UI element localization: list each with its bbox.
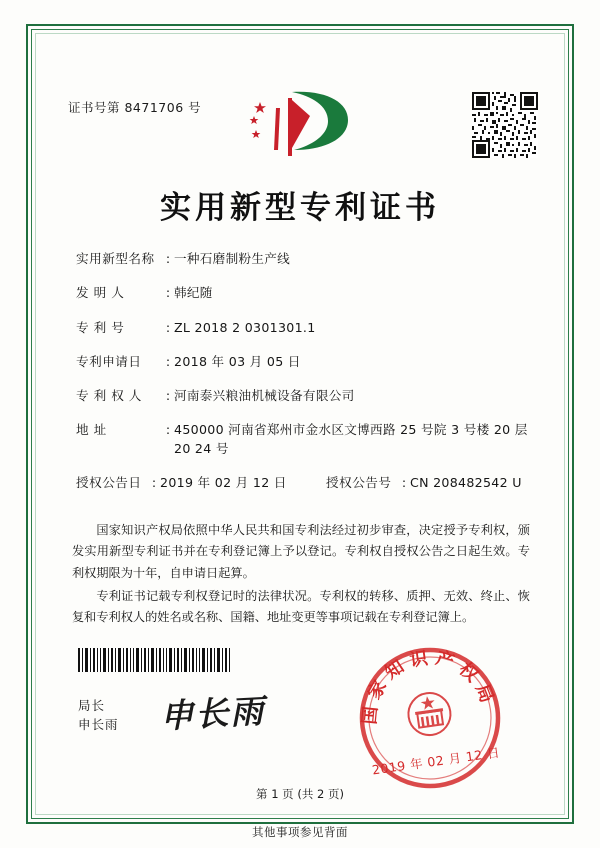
field-value: 2019 年 02 月 12 日 — [160, 474, 287, 490]
field-utility-model-name — [76, 250, 528, 268]
field-application-date — [76, 353, 528, 371]
field-label: 授权公告号 — [326, 474, 392, 490]
field-value: 450000 河南省郑州市金水区文博西路 25 号院 3 号楼 20 层 20 24 号 — [174, 422, 528, 456]
signature-title — [78, 696, 119, 735]
field-label: 专 利 权 人 — [76, 388, 142, 403]
field-value: CN 208482542 U — [410, 474, 522, 490]
field-address — [76, 421, 528, 458]
field-value: 韩纪随 — [174, 285, 213, 301]
field-announcement-row — [76, 474, 528, 492]
field-label: 发 明 人 — [76, 285, 125, 301]
field-patent-number — [76, 319, 528, 337]
field-colon: : — [165, 319, 171, 335]
svg-text:国家知识产权局: 国家知识产权局 — [359, 647, 500, 726]
field-value: 一种石磨制粉生产线 — [174, 251, 291, 266]
field-label: 授权公告日 — [76, 474, 142, 490]
legal-paragraph-2: 专利证书记载专利权登记时的法律状况。专利权的转移、质押、无效、终止、恢复和专利权人的姓名或名称、国籍、地址变更等事项记载在专利登记簿上。 — [72, 589, 530, 625]
field-announcement-date — [76, 474, 326, 492]
field-label: 实用新型名称 — [76, 251, 155, 266]
legal-text — [72, 520, 530, 631]
qr-code-icon — [472, 92, 538, 158]
barcode-icon — [78, 648, 230, 672]
signature-title-line1: 局长 — [78, 698, 106, 713]
field-label: 地 址 — [76, 422, 107, 438]
field-label: 专利申请日 — [76, 353, 142, 369]
field-patentee — [76, 387, 528, 405]
field-value: ZL 2018 2 0301301.1 — [174, 319, 316, 335]
page-number: 第 1 页 (共 2 页) — [256, 787, 344, 801]
field-colon: : — [165, 422, 171, 438]
field-announcement-number — [326, 474, 522, 492]
field-colon: : — [165, 353, 171, 369]
field-colon: : — [165, 388, 171, 403]
field-value: 河南泰兴粮油机械设备有限公司 — [174, 388, 355, 403]
footer-note: 其他事项参见背面 — [252, 825, 348, 839]
signature-title-line2: 申长雨 — [78, 717, 119, 733]
field-colon: : — [165, 285, 171, 301]
field-colon: : — [165, 251, 171, 266]
official-seal — [356, 644, 504, 792]
certificate-number: 证书号第 8471706 号 — [68, 100, 202, 115]
field-label: 专 利 号 — [76, 319, 125, 335]
field-colon: : — [151, 474, 157, 490]
field-inventor — [76, 284, 528, 302]
field-list — [76, 250, 528, 506]
field-colon: : — [401, 474, 407, 490]
field-value: 2018 年 03 月 05 日 — [174, 353, 301, 369]
handwritten-signature: 申长雨 — [159, 691, 267, 736]
patent-office-logo-icon — [248, 88, 354, 160]
page-title: 实用新型专利证书 — [160, 190, 440, 226]
svg-text:2019 年 02 月 12 日: 2019 年 02 月 12 日 — [371, 744, 501, 778]
legal-paragraph-1: 国家知识产权局依照中华人民共和国专利法经过初步审查，决定授予专利权，颁发实用新型专利证书并在专利登记簿上予以登记。专利权自授权公告之日起生效。专利权期限为十年，自申请日起算。 — [72, 523, 530, 580]
